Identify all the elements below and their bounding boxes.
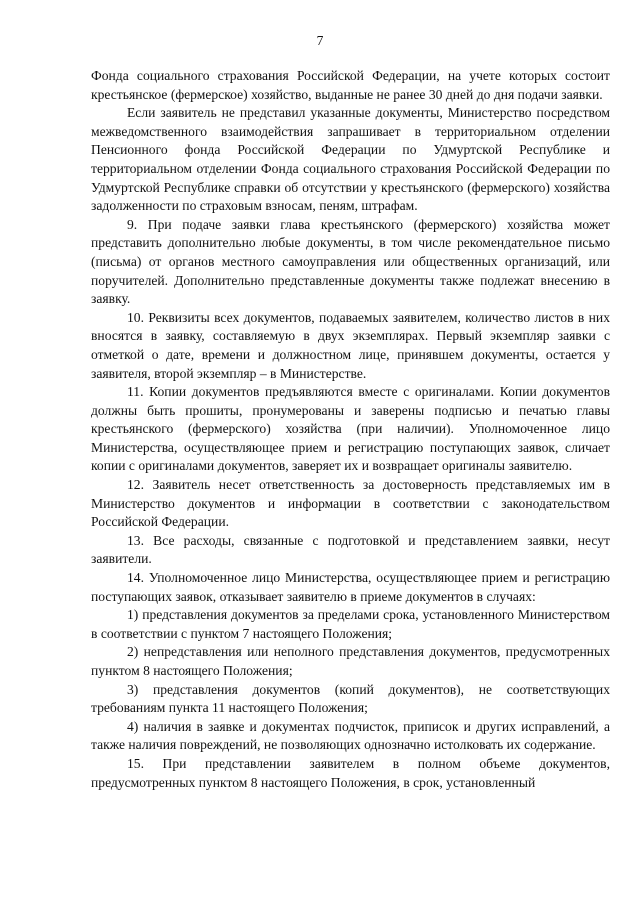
paragraph-11: 11. Копии документов предъявляются вместе с оригиналами. Копии документов должны быть прошиты, пронумерованы и заверены подписью и печатью главы крестьянского (фермерского) хозяйства (при наличии). Уполномоченное лицо Министерства, осуществляющее прием и регистрацию поступающих заявок, сличает копии с оригиналами документов, заверяет их и возвращает оригиналы заявителю.: [91, 384, 610, 474]
paragraph-14: 14. Уполномоченное лицо Министерства, осуществляющее прием и регистрацию поступающих заявок, отказывает заявителю в приеме документов в случаях:: [91, 570, 610, 604]
page-number: 7: [316, 33, 324, 48]
paragraph-13: 13. Все расходы, связанные с подготовкой и представлением заявки, несут заявители.: [91, 532, 610, 567]
paragraph-12: 12. Заявитель несет ответственность за достоверность представляемых им в Министерство документов и информации в соответствии с законодательством Российской Федерации.: [91, 477, 610, 530]
paragraph-10: 10. Реквизиты всех документов, подаваемых заявителем, количество листов в них вносятся в заявку, составляемую в двух экземплярах. Первый экземпляр заявки с отметкой о дате, времени и должностном лице, принявшем документы, остается у заявителя, второй экземпляр – в Министерстве.: [91, 309, 610, 381]
list-item-14-4: 4) наличия в заявке и документах подчисток, приписок и других исправлений, а также наличия повреждений, не позволяющих однозначно истолковать их содержание.: [91, 718, 610, 753]
list-item-14-3: 3) представления документов (копий документов), не соответствующих требованиям пункта 11 настоящего Положения;: [91, 681, 610, 716]
paragraph-continuation: Фонда социального страхования Российской Федерации, на учете которых состоит крестьянское (фермерское) хозяйство, выданные не ранее 30 дней до дня подачи заявки.: [91, 68, 610, 102]
paragraph-8-request: Если заявитель не представил указанные документы, Министерство посредством межведомственного взаимодействия запрашивает в территориальном отделении Пенсионного фонда Российской Федерации по Удмуртской Республике и территориальном отделении Фонда социального страхования Российской Федерации по Удмуртской Республике справки об отсутствии у крестьянского (фермерского) хозяйства задолженности по страховым взносам, пеням, штрафам.: [91, 105, 610, 214]
list-item-14-2: 2) непредставления или неполного представления документов, предусмотренных пунктом 8 настоящего Положения;: [91, 644, 610, 678]
paragraph-15: 15. При представлении заявителем в полном объеме документов, предусмотренных пунктом 8 настоящего Положения, в срок, установленный: [91, 755, 610, 790]
list-item-14-1: 1) представления документов за пределами срока, установленного Министерством в соответствии с пунктом 7 настоящего Положения;: [91, 607, 610, 641]
document-body: [91, 67, 610, 792]
paragraph-9: 9. При подаче заявки глава крестьянского (фермерского) хозяйства может представить дополнительно любые документы, в том числе рекомендательное письмо (письма) от органов местного самоуправления или общественных организаций, или поручителей. Дополнительно представленные документы также подлежат внесению в заявку.: [91, 216, 610, 307]
